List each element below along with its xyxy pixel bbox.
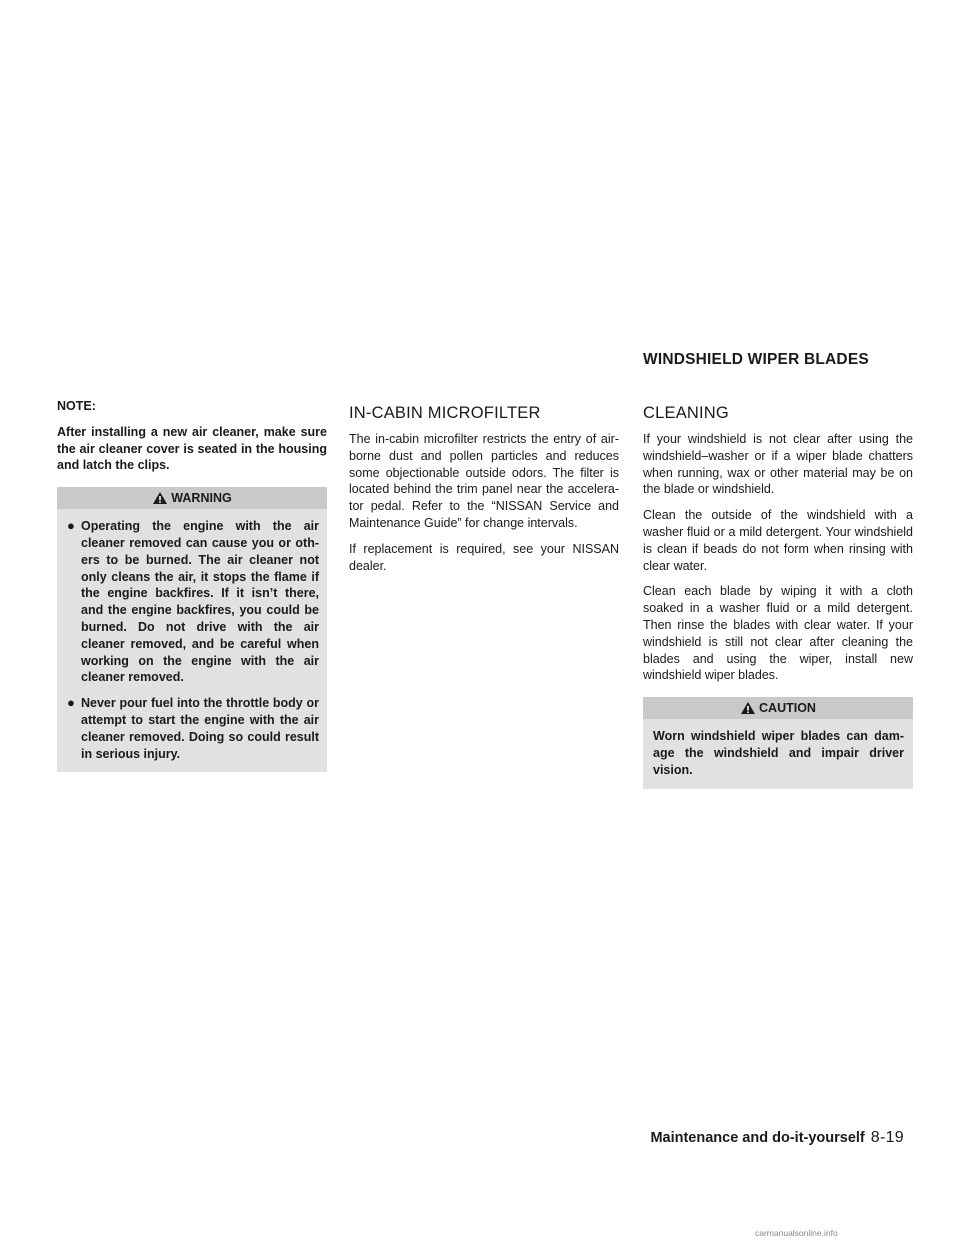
- column-left: [57, 398, 327, 772]
- page-number: 8-19: [870, 1129, 904, 1146]
- column-middle: [349, 396, 619, 583]
- bullet-icon: ●: [67, 695, 75, 711]
- warning-icon: [740, 701, 756, 715]
- warning-item: [57, 686, 327, 762]
- microfilter-heading: IN-CABIN MICROFILTER: [349, 404, 541, 422]
- watermark: carmanualsonline.info: [755, 1228, 838, 1238]
- cleaning-para: Clean each blade by wiping it with a cloth soaked in a washer fluid or a mild detergent. Then rinse the blades with clear water. If your windshield is still not clear after cleaning the blades and using the wiper, install new windshield wiper blades.: [643, 584, 913, 683]
- cleaning-para: Clean the outside of the windshield with a washer fluid or a mild detergent. Your windshield is clean if beads do not form when rinsing with clear water.: [643, 508, 913, 573]
- bullet-icon: ●: [67, 518, 75, 534]
- cleaning-para: If your windshield is not clear after using the windshield–washer or if a wiper blade chatters when running, wax or other material may be on the blade or windshield.: [643, 432, 913, 497]
- warning-box: [57, 487, 327, 772]
- caution-text: Worn windshield wiper blades can dam- age the windshield and impair driver vision.: [653, 729, 904, 777]
- warning-icon: [152, 491, 168, 505]
- column-right: [643, 396, 913, 789]
- microfilter-para: If replacement is required, see your NISSAN dealer.: [349, 541, 619, 573]
- caution-title-bar: [643, 697, 913, 719]
- cleaning-heading: CLEANING: [643, 404, 729, 422]
- note-label: NOTE:: [57, 399, 96, 413]
- warning-item-text: Never pour fuel into the throttle body or attempt to start the engine with the air cleaner removed. Doing so could result in serious injury.: [81, 696, 319, 761]
- warning-title-bar: [57, 487, 327, 509]
- warning-item-text: Operating the engine with the air cleaner removed can cause you or oth- ers to be burned. The air cleaner not only cleans the air, it stops the flame if the engine backfires. If it isn’t there, and the engine backfires, you could be burned. Do not drive with the air cleaner removed, and be careful when working on the engine with the air cleaner removed.: [81, 519, 319, 685]
- warning-item: [57, 509, 327, 686]
- section-title: WINDSHIELD WIPER BLADES: [643, 351, 869, 368]
- caution-title: CAUTION: [759, 701, 816, 716]
- caution-box: [643, 697, 913, 788]
- microfilter-para: The in-cabin microfilter restricts the entry of air- borne dust and pollen particles and reduces some objectionable outside odors. The filter is located behind the trim panel near the accelera- tor pedal. Refer to the “NISSAN Service and Maintenance Guide” for change intervals.: [349, 432, 619, 530]
- note-text: After installing a new air cleaner, make sure the air cleaner cover is seated in the housing and latch the clips.: [57, 424, 327, 473]
- warning-title: WARNING: [171, 491, 232, 506]
- page-footer: [650, 1129, 904, 1147]
- footer-title: Maintenance and do-it-yourself: [650, 1130, 865, 1146]
